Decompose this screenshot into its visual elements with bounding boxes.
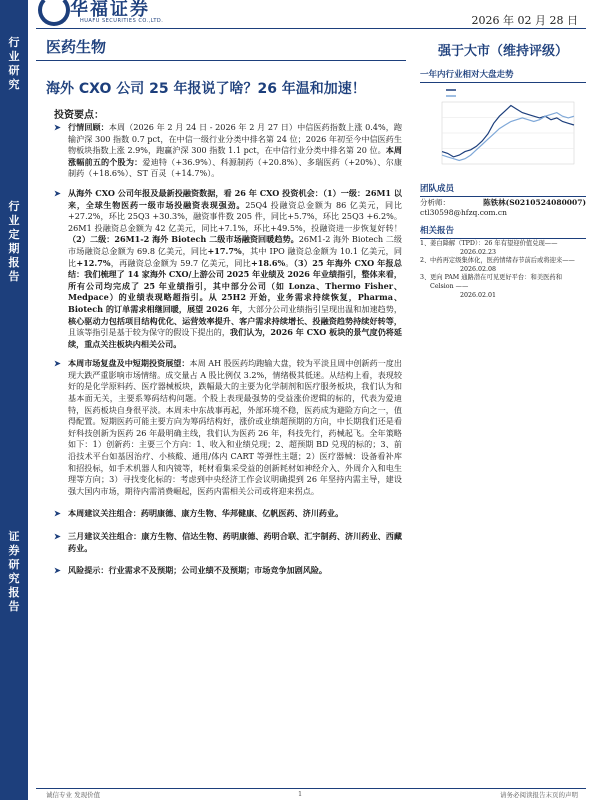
related-report-number: 2、 [420, 257, 431, 265]
relative-performance-chart [424, 84, 582, 172]
related-report-date: 2026.02.23 [460, 248, 497, 256]
footer [46, 790, 578, 799]
sidebar-char: 业 [8, 50, 20, 63]
sidebar-char: 行 [8, 200, 20, 213]
body-text: 。 [285, 257, 294, 268]
related-report-number: 3、 [420, 274, 431, 282]
related-report-item[interactable] [420, 240, 586, 249]
related-report-date: 2026.02.01 [460, 291, 497, 299]
section-title: 医药生物 [46, 38, 107, 56]
bold-text: 我们认为，2026 年 CXO 板块的景气度仍将延续，重点关注板块内相关公司。 [68, 327, 402, 349]
report-headline: 海外 CXO 公司 25 年报说了啥？26 年温和加速！ [46, 81, 366, 97]
bold-text: 风险提示： [68, 565, 109, 576]
related-report-item[interactable] [420, 257, 586, 266]
rating-label: 强于大市（维持评级） [437, 44, 568, 59]
footer-slogan: 诚信专业 发现价值 [46, 791, 101, 799]
header-divider [36, 28, 586, 29]
sidebar-label-industry-periodic-report [0, 200, 28, 284]
sidebar-char: 行 [8, 36, 20, 49]
brand-name: 华福证券 [70, 0, 150, 20]
bullet-arrow-icon: ➤ [54, 531, 61, 541]
sidebar-char: 券 [8, 544, 20, 557]
sidebar-char: 证 [8, 530, 20, 543]
bullet-arrow-icon: ➤ [54, 358, 61, 369]
key-point-paragraph [54, 565, 402, 577]
bold-text: 行情回顾： [68, 122, 109, 132]
bold-text: 药明康德、康方生物、华邦健康、亿帆医药、济川药业。 [140, 508, 344, 519]
body-text: 本周（2026 年 2 月 24 日 - 2026 年 2 月 27 日）中信医药指数上涨 0.4%，跑输沪深 300 指数 0.7 pct，在中信一级行业分类中排名第 24 位；2026 年初至今中信医药生物板块指数上涨 2.9%，跑赢沪深 300 指数 1.1 pct，在中信行业分类中排名第 20 位。 [68, 122, 402, 156]
sidebar-char: 定 [8, 228, 20, 241]
bold-text: 三月建议关注组合： [68, 531, 142, 541]
related-report-title: 姜白降解（TPD）：26 年有望迎价值兑现—— [430, 240, 558, 247]
analyst-name: 陈铁林(S0210524080007) [483, 198, 586, 207]
sidebar-char: 告 [8, 270, 20, 283]
body-text: ，其中 IPO 融资总金额为 10.1 亿美元，同比 [68, 245, 403, 268]
body-text: 26M1-2 海外 Biotech 二级市场融资总金额为 69.8 亿美元，同比 [68, 234, 402, 256]
key-point-paragraph [54, 508, 402, 520]
bold-text: 行业需求不及预期；公司业绩不及预期；市场竞争加剧风险。 [108, 565, 328, 576]
analyst-label: 分析师： [420, 198, 450, 207]
section-divider [36, 60, 406, 61]
body-text: 本周 AH 股医药均跑输大盘，较为平淡且周中创新药一度出现大跌严重影响市场情绪。成交量占 A 股比例仅 3.2%，情绪极其低迷。从结构上看，表现较好的是化学原料药、医疗器械板块，跌幅最大的主要为化学制剂和医疗服务板块，我们认为和基本面无关，主要系筹码结构问题。个股上表现最强势的受益涨价逻辑的标的，代表为爱迪特，医药板块自身很平淡。本周未中东战事再起，外部环境不稳，医药成为避险方向之一，值得配置。短期医药可能主要方向为筹码结构好，涨价或业绩超预期的方向，中长期我们还是看好科技创新为医药 26 年最明确主线，我们认为医药 26 年，科技先行，药械起飞。全年策略如下：1）创新药：主要三个方向：1、收入和业绩兑现；2、超预期 BD 兑现的标的；3、前沿技术平台如基因治疗、小核酸、通用/体内 CART 等弹性主题；2）医疗器械：设备看补库和招投标，如手术机器人和内镜等，耗材看集采受益的创新耗材如神经介入、外周介入和电生理等方向；3）寻找变化标的：考虑到中央经济工作会议明确提到 26 年坚持内需主导，建设强大国内市场，期待内需消费崛起，医药内需相关公司或将迎来拐点。 [68, 358, 402, 496]
body-text: 25Q4 投融资总金额为 86 亿美元，同比+27.2%，环比 25Q3 +30.3%，融资事件数 205 件，同比+5.7%，环比 25Q3 +6.2%。26M1 投融资总金额为 42 亿美元，同比+7.1%，环比+49.5%，投融资进一步恢复好转！ [68, 199, 402, 233]
bold-text: 本周涨幅前五的个股为： [68, 145, 402, 167]
team-title: 团队成员 [420, 182, 586, 197]
body-text: 且该等指引是基于较为保守的假设下提出的， [68, 327, 230, 338]
left-sidebar [0, 0, 28, 800]
analyst-email[interactable]: ctl30598@hfzq.com.cn [420, 208, 507, 217]
bullet-arrow-icon: ➤ [54, 122, 61, 132]
footer-divider [36, 788, 586, 789]
sidebar-char: 究 [8, 572, 20, 585]
sidebar-char: 研 [8, 64, 20, 77]
body-text: ，再融资总金额为 59.7 亿美元，同比 [110, 257, 251, 268]
report-date: 2026 年 02 月 28 日 [471, 14, 578, 27]
related-report-title: 更向 PAM 通路潜在可见更好平台：和美医药和 Celsion —— [430, 274, 563, 290]
sidebar-char: 报 [8, 256, 20, 269]
sidebar-char: 研 [8, 558, 20, 571]
sidebar-char: 报 [8, 586, 20, 599]
sidebar-char: 业 [8, 214, 20, 227]
bold-text: 本周建议关注组合： [68, 508, 141, 519]
bold-text: 从海外 CXO 公司年报及最新投融资数据，看 26 年 CXO 投资机会：（1）一级：26M1 以来，全球生物医药一级市场投融资表现强劲。 [68, 187, 402, 210]
bullet-arrow-icon: ➤ [54, 565, 61, 576]
key-point-paragraph [54, 358, 402, 497]
sidebar-label-industry-research [0, 36, 28, 92]
key-points-title: 投资要点： [54, 110, 104, 121]
bold-text: +12.7% [76, 257, 111, 268]
bold-text: （2）二级：26M1-2 海外 Biotech 二级市场融资回暖趋势。 [68, 234, 299, 245]
body-text: 爱迪特（+36.9%）、科源制药（+20.8%）、多瑞医药（+20%）、尔康制药（+18.6%）、ST 百灵（+14.7%）。 [68, 156, 402, 179]
sidebar-label-securities-research-report [0, 530, 28, 614]
key-point-paragraph [54, 531, 402, 554]
bold-text: +18.6% [250, 257, 286, 268]
brand-english-name: HUAFU SECURITIES CO.,LTD. [80, 18, 164, 24]
related-report-title: 中药再定级集体化，医药情绪春节前后或将迎来—— [430, 257, 575, 265]
bold-text: 康方生物、信达生物、药明康德、药明合联、汇宇制药、济川药业、西藏药业。 [68, 531, 402, 553]
related-report-item[interactable] [420, 274, 586, 291]
sidebar-char: 究 [8, 78, 20, 91]
bold-text: +17.7% [207, 245, 242, 256]
analyst-block [420, 198, 586, 218]
body-text: 大部分公司业绩指引呈现出温和加速趋势， [247, 303, 402, 314]
related-report-date: 2026.02.08 [460, 265, 497, 273]
bullet-arrow-icon: ➤ [54, 187, 61, 198]
page-number: 1 [297, 790, 303, 798]
key-point-paragraph [54, 122, 402, 180]
related-reports-list [420, 240, 586, 300]
key-point-paragraph [54, 188, 402, 350]
logo-mark-icon [36, 2, 66, 24]
footer-disclaimer: 请务必阅读报告末页的声明 [500, 791, 578, 799]
chart-title: 一年内行业相对大盘走势 [420, 68, 586, 83]
sidebar-char: 期 [8, 242, 20, 255]
related-report-number: 1、 [420, 240, 431, 247]
related-reports-title: 相关报告 [420, 224, 586, 239]
bullet-arrow-icon: ➤ [54, 508, 61, 519]
bold-text: （3）25 年海外 CXO 年报总结：我们梳理了 14 家海外 CXO/上游公司 2025 年业绩及 2026 年业绩指引，整体来看，所有公司均完成了 25 年业绩指引，其中部分公司（如 Lonza、Thermo Fisher、Medpace）的业绩表现略超指引。从 25H2 开始，业务需求持续恢复，Pharma、Biotech 的订单需求相继回暖，展望 2026 年， [68, 257, 402, 314]
sidebar-char: 告 [8, 600, 20, 613]
bold-text: 本周市场复盘及中短期投资展望： [68, 358, 190, 369]
report-body [54, 122, 402, 577]
bold-text: 核心驱动力包括项目结构优化、运营效率提升、客户需求持续增长、投融资趋势持续好转等， [68, 315, 402, 326]
